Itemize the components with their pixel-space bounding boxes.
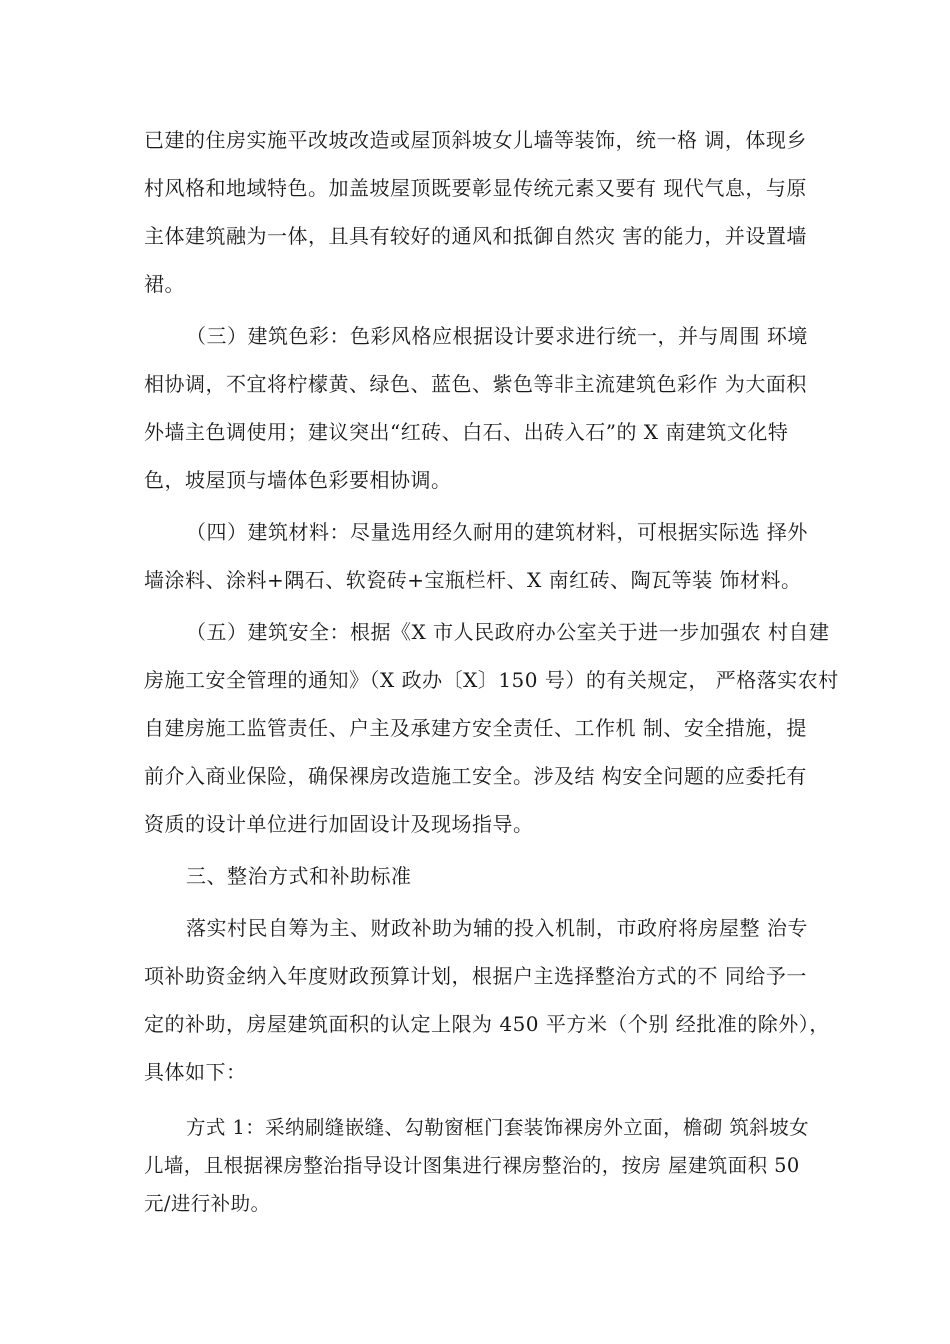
section-safety-line-4: 前介入商业保险，确保裸房改造施工安全。涉及结 构安全问题的应委托有 [144,764,807,788]
body-text-line-3: 主体建筑融为一体，且具有较好的通风和抵御自然灾 害的能力，并设置墙 [144,224,807,248]
method-one-line-1: 方式 1：采纳刷缝嵌缝、勾勒窗框门套装饰裸房外立面，檐砌 筑斜坡女 [186,1116,810,1139]
section-color-line-1: （三）建筑色彩：色彩风格应根据设计要求进行统一，并与周围 环境 [186,324,808,348]
body-text-line-1: 已建的住房实施平改坡改造或屋顶斜坡女儿墙等装饰，统一格 调，体现乡 [144,128,807,152]
subsidy-paragraph-line-3: 定的补助，房屋建筑面积的认定上限为 450 平方米（个别 经批准的除外）， [144,1012,830,1036]
section-color-line-3: 外墙主色调使用；建议突出“红砖、白石、出砖入石”的 X 南建筑文化特 [144,420,789,444]
section-color-line-2: 相协调，不宜将柠檬黄、绿色、蓝色、紫色等非主流建筑色彩作 为大面积 [144,372,807,396]
section-material-line-1: （四）建筑材料：尽量选用经久耐用的建筑材料，可根据实际选 择外 [186,520,808,544]
section-color-line-4: 色，坡屋顶与墙体色彩要相协调。 [144,468,452,492]
section-safety-line-3: 自建房施工监管责任、户主及承建方安全责任、工作机 制、安全措施，提 [144,716,807,740]
section-safety-line-5: 资质的设计单位进行加固设计及现场指导。 [144,812,534,836]
section-safety-line-2: 房施工安全管理的通知》（X 政办〔X〕150 号）的有关规定， 严格落实农村 [144,668,839,692]
subsidy-paragraph-line-4: 具体如下： [144,1060,247,1084]
method-one-line-3: 元/进行补助。 [144,1192,271,1215]
subsidy-paragraph-line-2: 项补助资金纳入年度财政预算计划，根据户主选择整治方式的不 同给予一 [144,964,807,988]
method-one-line-2: 儿墙，且根据裸房整治指导设计图集进行裸房整治的，按房 屋建筑面积 50 [144,1154,800,1177]
section-heading: 三、整治方式和补助标准 [186,864,412,888]
body-text-line-4: 裙。 [144,272,185,296]
subsidy-paragraph-line-1: 落实村民自筹为主、财政补助为辅的投入机制，市政府将房屋整 治专 [186,916,808,940]
section-safety-line-1: （五）建筑安全：根据《X 市人民政府办公室关于进一步加强农 村自建 [186,620,830,644]
body-text-line-2: 村风格和地域特色。加盖坡屋顶既要彰显传统元素又要有 现代气息，与原 [144,176,807,200]
section-material-line-2: 墙涂料、涂料+隅石、软瓷砖+宝瓶栏杆、X 南红砖、陶瓦等装 饰材料。 [144,568,802,592]
